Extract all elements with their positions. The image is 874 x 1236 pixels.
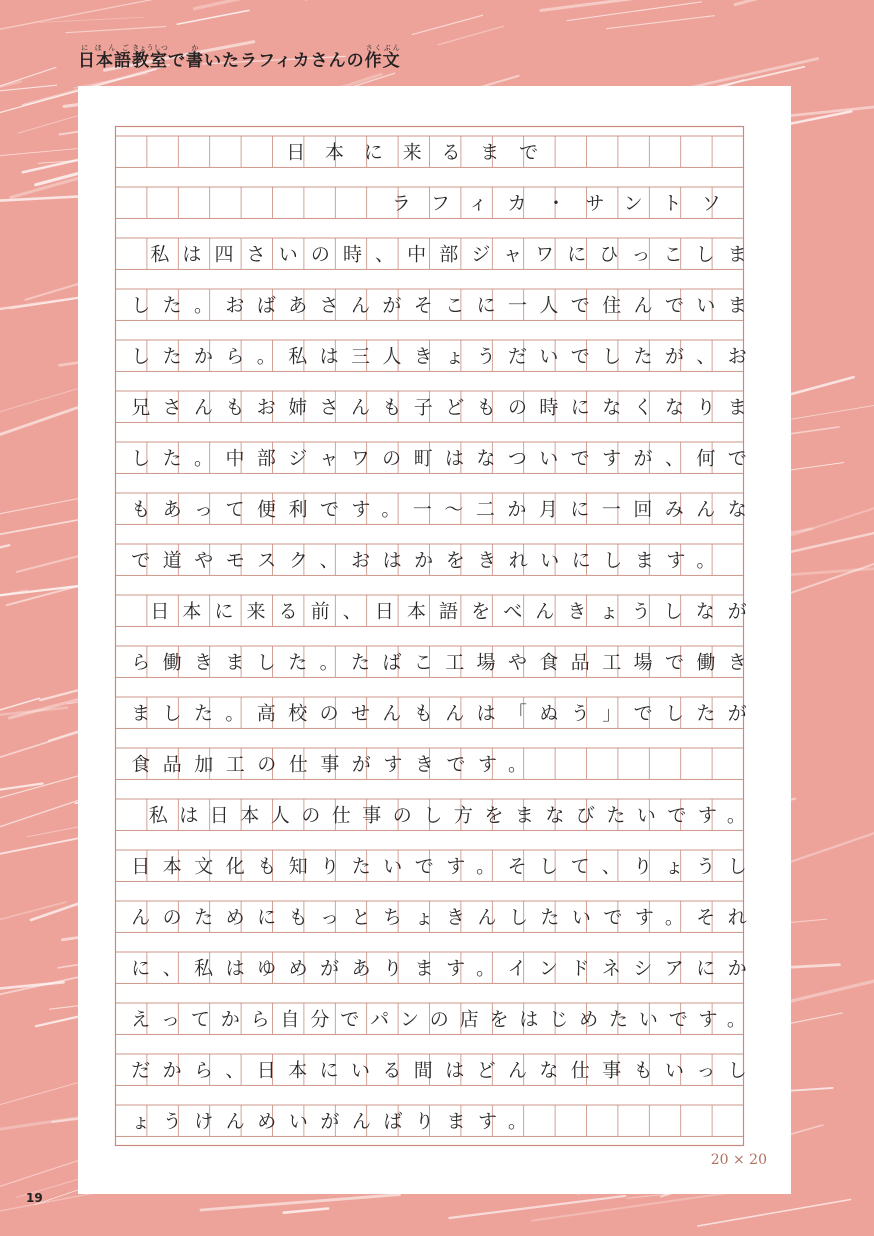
grid-row [116, 340, 747, 371]
manuscript-line: 私は日本人の仕事のし方をまなびたいです。 [131, 804, 746, 827]
grid-row [116, 1003, 746, 1034]
grid-row [116, 697, 747, 728]
grid-row [116, 1054, 747, 1085]
genko-yoshi-grid [115, 126, 747, 1146]
grid-row [116, 136, 744, 167]
manuscript-line: ました。高校のせんもんは「ぬう」でしたが [131, 702, 747, 725]
header [78, 44, 401, 75]
page-title [78, 44, 401, 75]
manuscript-line: えってから自分でパンの店をはじめたいです。 [131, 1008, 746, 1031]
grid-size-label: 20 × 20 [710, 1152, 767, 1168]
manuscript-line: した。おばあさんがそこに一人で住んでいま [131, 294, 747, 317]
manuscript-line: に、私はゆめがあります。インドネシアにか [131, 957, 747, 980]
manuscript-line: 食品加工の仕事がすきです。 [131, 753, 527, 776]
manuscript-paper [78, 86, 791, 1194]
grid-row [116, 1105, 744, 1136]
manuscript-line: もあって便利です。一～二か月に一回みんな [131, 498, 747, 521]
manuscript-line: ょうけんめいがんばります。 [131, 1110, 527, 1133]
title-ruby-segment: 日本語にほんご [78, 44, 132, 71]
manuscript-line: 日本文化も知りたいです。そして、りょうし [131, 855, 747, 878]
manuscript-line: 日本に来るまで [131, 141, 590, 164]
title-ruby-segment: 書か [186, 44, 204, 71]
manuscript-line: だから、日本にいる間はどんな仕事もいっし [131, 1059, 747, 1082]
manuscript-line: んのためにもっとちょきんしたいです。それ [131, 906, 747, 929]
page-number: 19 [26, 1191, 43, 1205]
grid-row [116, 544, 744, 575]
title-ruby-segment: 教室きょうしつ [132, 44, 168, 71]
manuscript-line: 兄さんもお姉さんも子どもの時になくなりま [131, 396, 747, 419]
title-ruby-segment: 作文さくぶん [364, 44, 401, 71]
grid-row [116, 646, 747, 677]
grid-outer-frame [116, 127, 744, 1146]
manuscript-line: したから。私は三人きょうだいでしたが、お [131, 345, 747, 368]
grid-row [116, 850, 747, 881]
grid-row [116, 493, 747, 524]
grid-row [116, 238, 747, 269]
grid-row [116, 901, 747, 932]
manuscript-line: 日本に来る前、日本語をべんきょうしなが [131, 600, 747, 623]
manuscript-line: ら働きました。たばこ工場や食品工場で働き [131, 651, 747, 674]
title-text-segment: で [168, 51, 186, 71]
grid-row [116, 391, 747, 422]
manuscript-line: で道やモスク、おはかをきれいにします。 [131, 549, 716, 572]
title-text-segment: いたラフィカさんの [204, 51, 365, 71]
manuscript-line: ラフィカ・サントソ [131, 192, 747, 215]
grid-row [116, 799, 746, 830]
manuscript-line: した。中部ジャワの町はなついですが、何で [131, 447, 747, 470]
manuscript-line: 私は四さいの時、中部ジャワにひっこしま [131, 243, 747, 266]
grid-row [116, 952, 747, 983]
grid-row [116, 289, 747, 320]
grid-row [116, 442, 747, 473]
grid-row [116, 187, 747, 218]
grid-row [116, 595, 747, 626]
grid-row [116, 748, 744, 779]
